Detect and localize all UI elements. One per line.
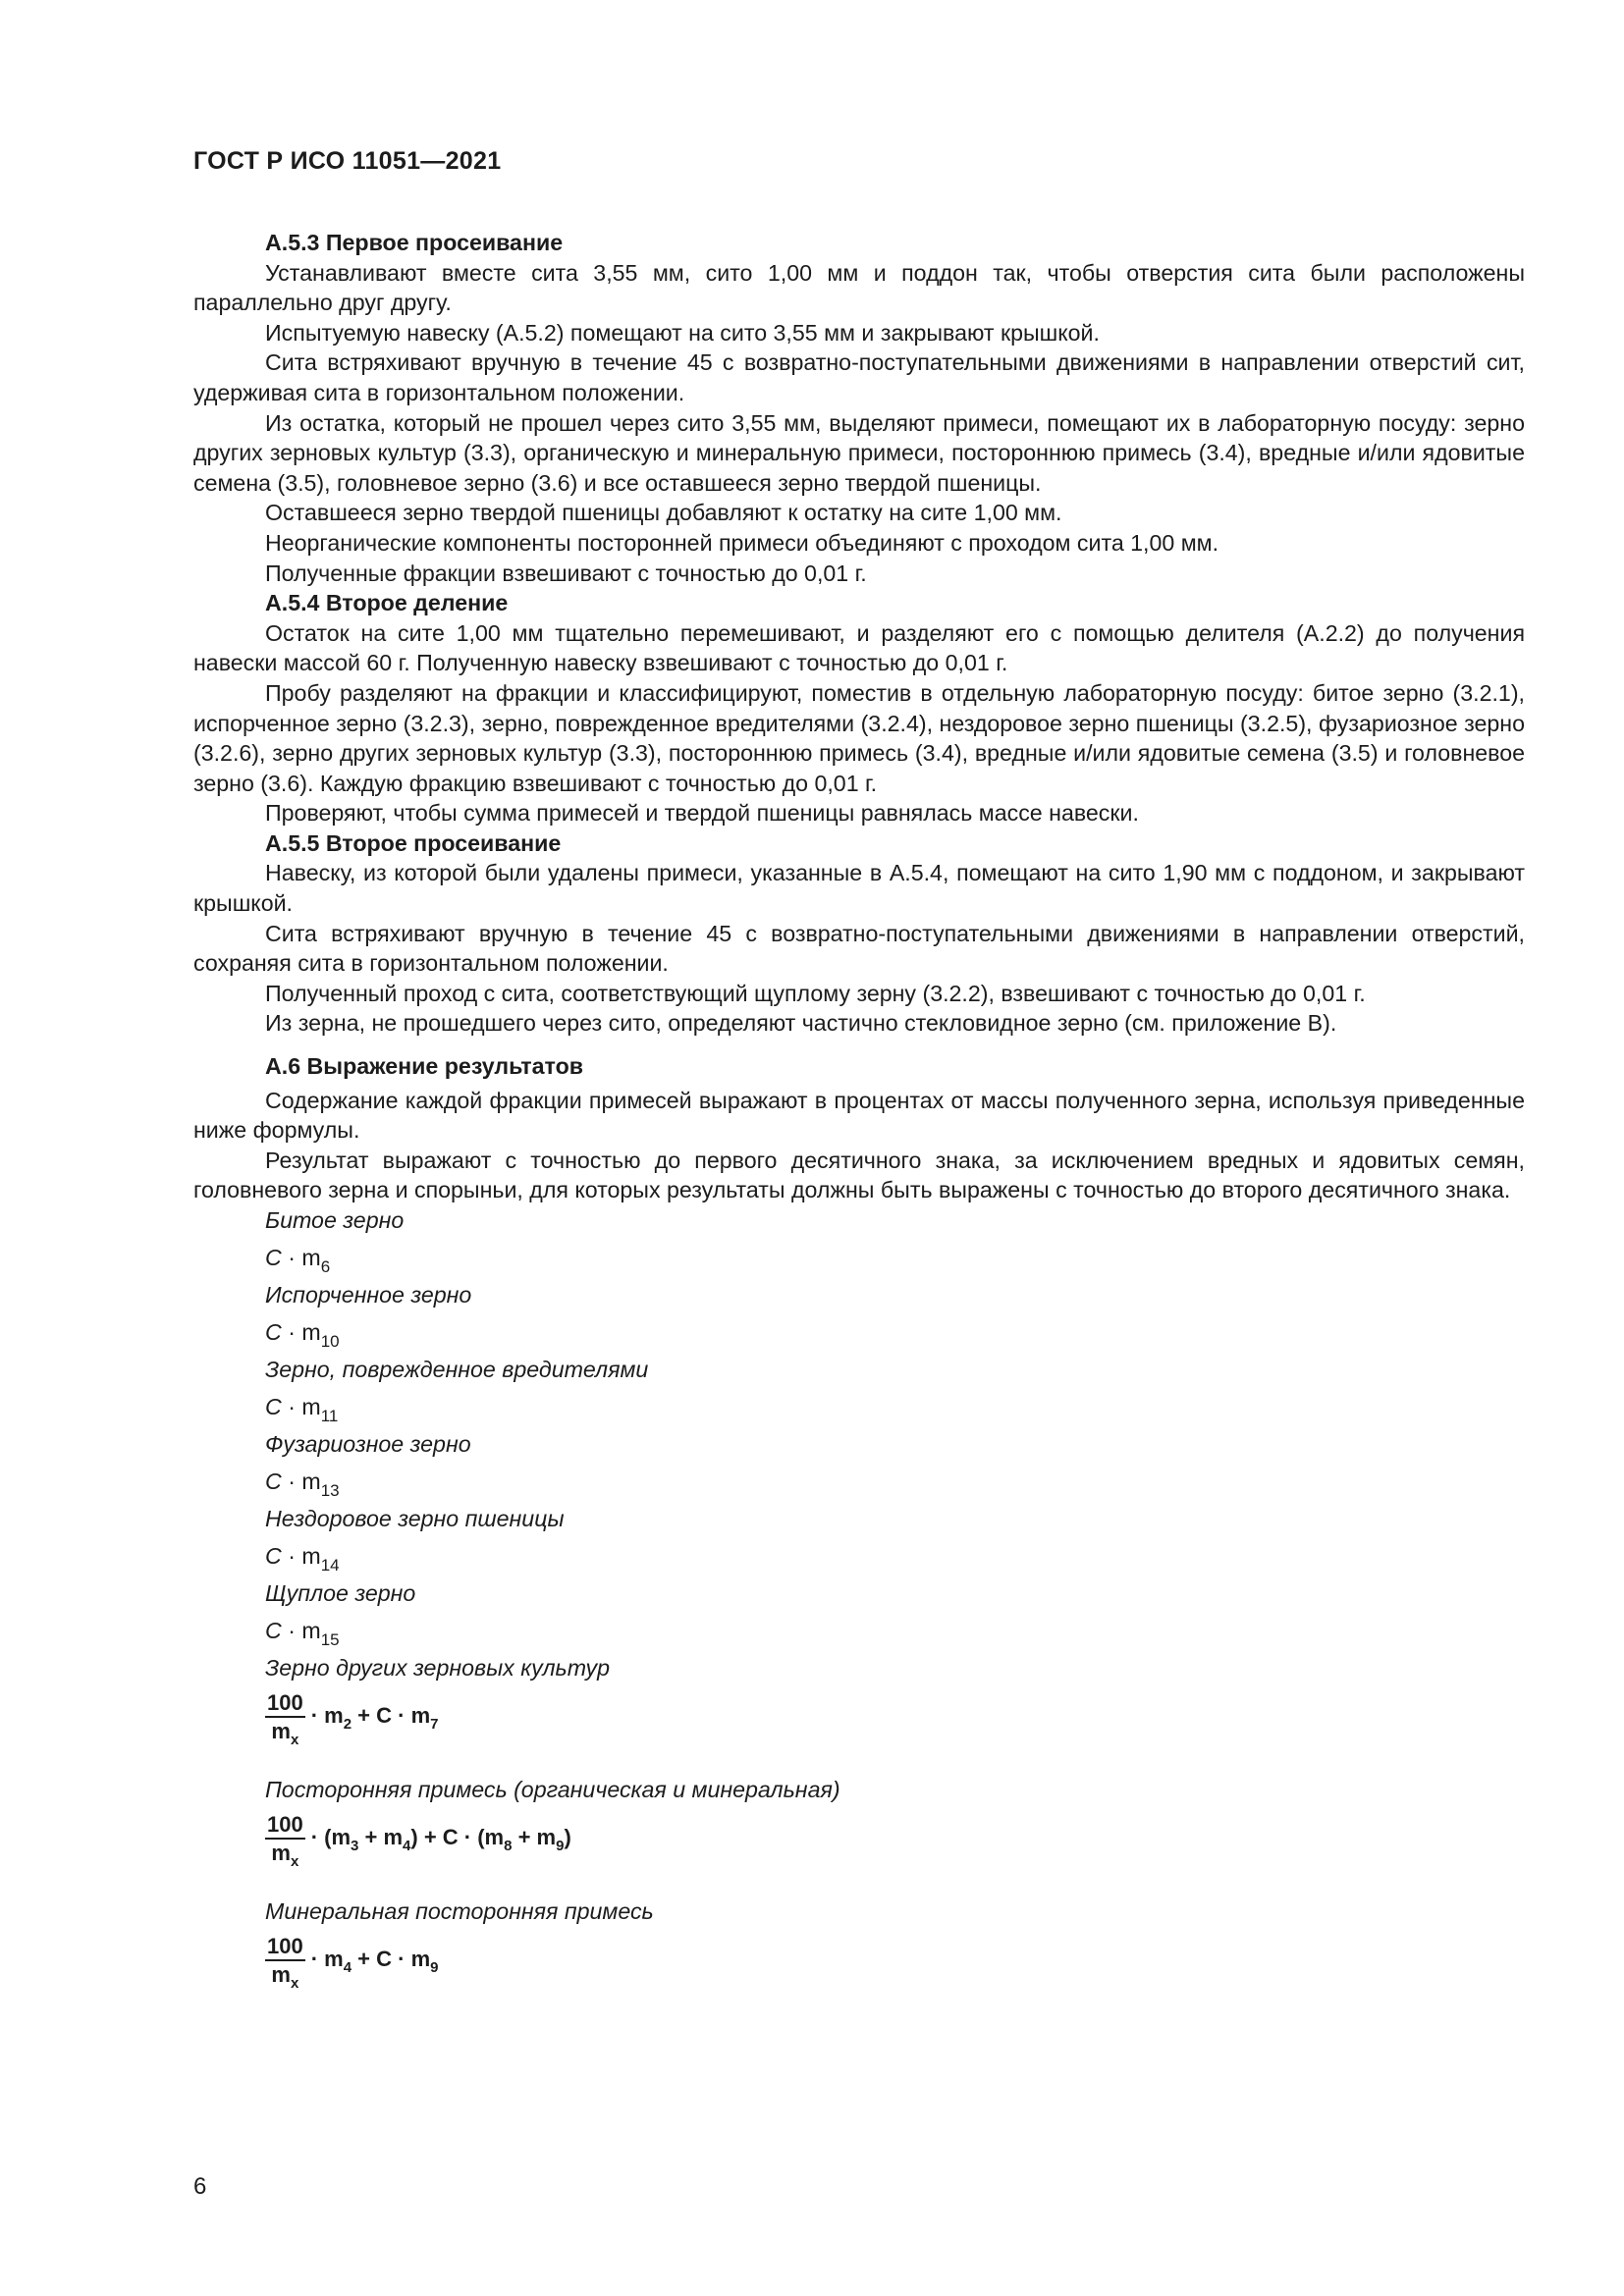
paragraph: Сита встряхивают вручную в течение 45 с возвратно-поступательными движениями в направлении отверстий сит, удерживая сита в горизонтальном положении. [193, 349, 1525, 405]
paragraph: Оставшееся зерно твердой пшеницы добавляют к остатку на сите 1,00 мм. [265, 500, 1062, 526]
paragraph: Сита встряхивают вручную в течение 45 с возвратно-поступательными движениями в направлении отверстий, сохраняя сита в горизонтальном положении. [193, 920, 1525, 977]
paragraph: Проверяют, чтобы сумма примесей и твердой пшеницы равнялась массе навески. [265, 800, 1139, 827]
formula-label: Посторонняя примесь (органическая и минеральная) [265, 1777, 840, 1802]
fraction-formula: $\frac{100}{m_x}$ · $m_2 + C \cdot m_7$ [265, 1690, 1525, 1751]
formula-label: Битое зерно [265, 1207, 405, 1233]
section-heading-a-5-4: А.5.4 Второе деление [265, 590, 509, 616]
paragraph: Навеску, из которой были удалены примеси, указанные в А.5.4, помещают на сито 1,90 мм с поддоном, и закрывают крышкой. [193, 860, 1525, 917]
fraction: $\frac{100}{m_x}$ [267, 1811, 303, 1870]
formula-label: Фузариозное зерно [265, 1431, 471, 1457]
paragraph: Результат выражают с точностью до первого десятичного знака, за исключением вредных и ядовитых семян, головневого зерна и спорыньи, для которых результаты должны быть выражены с точностью до второго десятичного знака. [193, 1147, 1525, 1203]
paragraph: Испытуемую навеску (А.5.2) помещают на сито 3,55 мм и закрывают крышкой. [265, 319, 1100, 346]
formula: $C \cdot m_{14}$ [265, 1543, 340, 1575]
paragraph: Неорганические компоненты посторонней примеси объединяют с проходом сита 1,00 мм. [265, 529, 1219, 556]
fraction: $\frac{100}{m_x}$ [267, 1933, 303, 1992]
formula-label: Испорченное зерно [265, 1282, 472, 1308]
fraction-formula: $\frac{100}{m_x}$ · $m_4 + C \cdot m_9$ [265, 1934, 1525, 1995]
formula: $C \cdot m_{15}$ [265, 1618, 340, 1649]
document-header: ГОСТ Р ИСО 11051—2021 [193, 147, 502, 175]
document-body [193, 228, 1525, 2018]
paragraph: Остаток на сите 1,00 мм тщательно перемешивают, и разделяют его с помощью делителя (А.2.2) до получения навески массой 60 г. Полученную навеску взвешивают с точностью до 0,01 г. [193, 619, 1525, 676]
formula-label: Зерно других зерновых культур [265, 1655, 611, 1681]
formula-label: Щуплое зерно [265, 1580, 416, 1606]
fraction: $\frac{100}{m_x}$ [267, 1689, 303, 1748]
paragraph: Полученный проход с сита, соответствующий щуплому зерну (3.2.2), взвешивают с точностью до 0,01 г. [265, 980, 1366, 1006]
paragraph: Полученные фракции взвешивают с точностью до 0,01 г. [265, 560, 867, 586]
paragraph: Из зерна, не прошедшего через сито, определяют частично стекловидное зерно (см. приложение В). [265, 1010, 1337, 1037]
section-heading-a-5-5: А.5.5 Второе просеивание [265, 829, 562, 856]
page-number: 6 [193, 2173, 207, 2200]
paragraph: Из остатка, который не прошел через сито 3,55 мм, выделяют примеси, помещают их в лабораторную посуду: зерно других зерновых культур (3.3), органическую и минеральную примеси, постороннюю примесь (3.4), вредные и/или ядовитые семена (3.5), головневое зерно (3.6) и все оставшееся зерно твердой пшеницы. [193, 409, 1525, 496]
formula: $C \cdot m_{13}$ [265, 1468, 340, 1500]
formula-label: Нездоровое зерно пшеницы [265, 1506, 565, 1531]
formula-label: Минеральная посторонняя примесь [265, 1898, 654, 1924]
formula: $C \cdot m_6$ [265, 1245, 331, 1276]
section-heading-a-5-3: А.5.3 Первое просеивание [265, 230, 564, 255]
formula: $C \cdot m_{11}$ [265, 1394, 339, 1425]
formula-label: Зерно, поврежденное вредителями [265, 1357, 649, 1382]
formula: $C \cdot m_{10}$ [265, 1319, 340, 1351]
paragraph: Пробу разделяют на фракции и классифицируют, поместив в отдельную лабораторную посуду: битое зерно (3.2.1), испорченное зерно (3.2.3), зерно, поврежденное вредителями (3.2.4), нездоровое зерно пшеницы (3.2.5), фузариозное зерно (3.2.6), зерно других зерновых культур (3.3), постороннюю примесь (3.4), вредные и/или ядовитые семена (3.5) и головневое зерно (3.6). Каждую фракцию взвешивают с точностью до 0,01 г. [193, 679, 1525, 796]
section-heading-a-6: А.6 Выражение результатов [265, 1053, 584, 1080]
paragraph: Устанавливают вместе сита 3,55 мм, сито 1,00 мм и поддон так, чтобы отверстия сита были расположены параллельно друг другу. [193, 259, 1525, 316]
paragraph: Содержание каждой фракции примесей выражают в процентах от массы полученного зерна, используя приведенные ниже формулы. [193, 1087, 1525, 1144]
formula-list [193, 1205, 1525, 1995]
fraction-formula: $\frac{100}{m_x}$ · $(m_3 + m_4) + C \cdot (m_8 + m_9)$ [265, 1812, 1525, 1873]
